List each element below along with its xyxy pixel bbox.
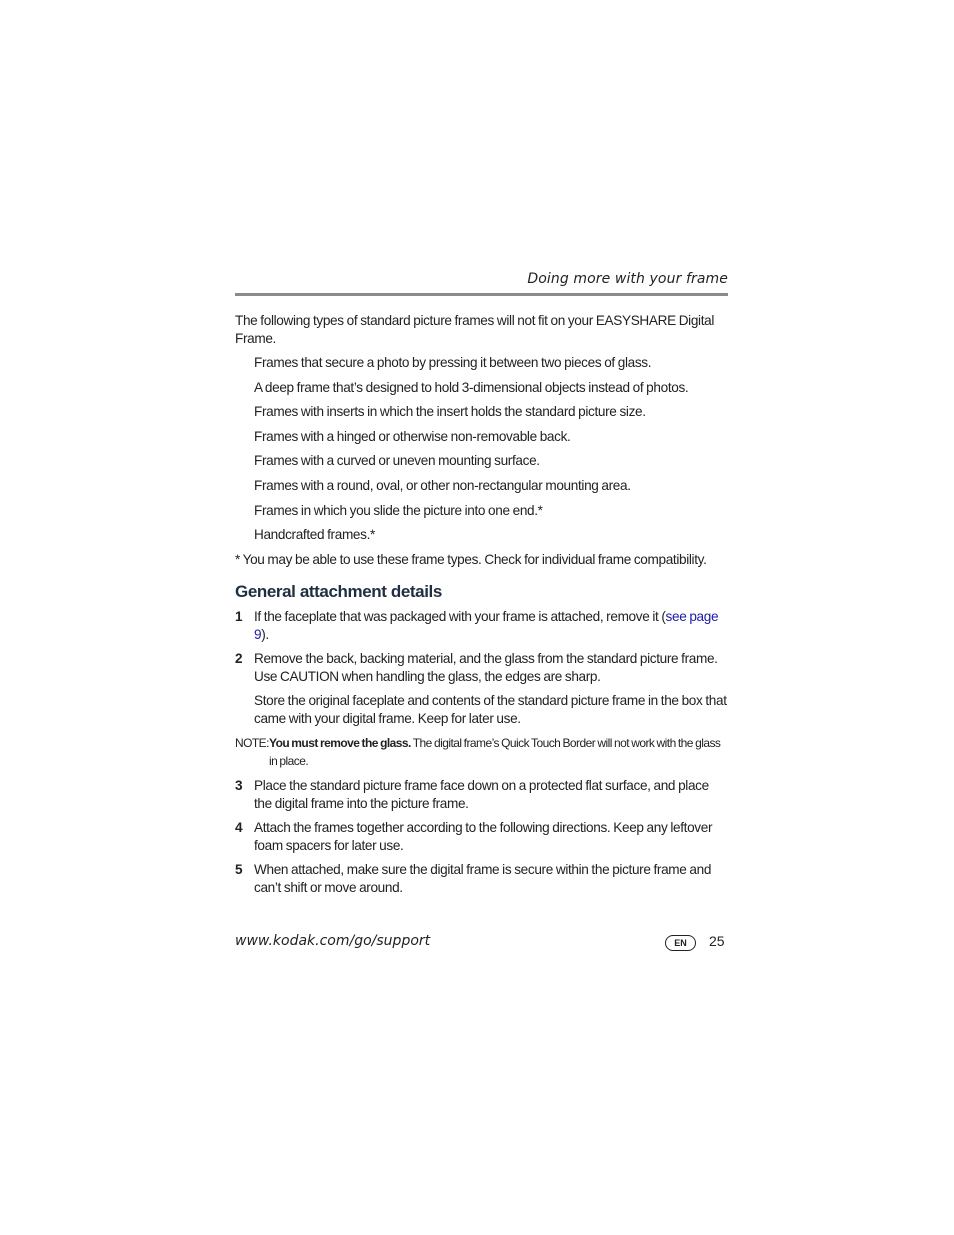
step-number: 1 <box>235 608 243 624</box>
list-item: Frames with a curved or uneven mounting surface. <box>254 453 540 469</box>
support-url-link[interactable]: www.kodak.com/go/support <box>235 933 431 949</box>
step-1-text-before: If the faceplate that was packaged with your frame is attached, remove it ( <box>254 608 666 624</box>
step-1 <box>235 608 728 644</box>
note-label: NOTE: <box>235 735 269 750</box>
list-item: A deep frame that’s designed to hold 3-dimensional objects instead of photos. <box>254 379 689 395</box>
step-number: 2 <box>235 650 243 666</box>
list-item: Frames with inserts in which the insert holds the standard picture size. <box>254 404 646 420</box>
running-head: Doing more with your frame <box>527 271 728 287</box>
step-number: 5 <box>235 861 243 877</box>
intro-paragraph: The following types of standard picture frames will not fit on your EASYSHARE Digital Frame. <box>235 313 715 346</box>
incompatible-frames-list <box>235 354 728 544</box>
page-number: 25 <box>709 933 725 949</box>
note-body <box>269 734 728 770</box>
list-item: Frames in which you slide the picture into one end.* <box>254 502 543 518</box>
step-text: Attach the frames together according to the following directions. Keep any leftover foam spacers for later use. <box>254 819 713 853</box>
list-item: Handcrafted frames.* <box>254 527 375 543</box>
step-1-text-after: ). <box>261 626 269 642</box>
step-number: 3 <box>235 777 243 793</box>
note-emphasis: You must remove the glass. <box>269 735 411 750</box>
step-text: Place the standard picture frame face down on a protected flat surface, and place the digital frame into the picture frame. <box>254 777 709 811</box>
page-content <box>235 268 728 903</box>
step-5 <box>235 861 728 897</box>
header-rule <box>235 293 728 296</box>
see-page-9-link[interactable]: see page 9 <box>254 608 719 642</box>
step-4 <box>235 819 728 855</box>
list-item: Frames with a hinged or otherwise non-removable back. <box>254 428 571 444</box>
step-2-subparagraph: Store the original faceplate and contents of the standard picture frame in the box that came with your digital frame. Keep for later use. <box>254 692 727 726</box>
footnote: * You may be able to use these frame types. Check for individual frame compatibility. <box>235 551 707 567</box>
step-number: 4 <box>235 819 243 835</box>
step-2 <box>235 650 728 686</box>
language-badge: EN <box>665 935 696 951</box>
note <box>235 734 728 770</box>
page-footer <box>235 930 728 956</box>
step-text <box>254 608 728 644</box>
list-item: Frames with a round, oval, or other non-rectangular mounting area. <box>254 477 631 493</box>
step-text: Remove the back, backing material, and the glass from the standard picture frame. Use CAUTION when handling the glass, the edges are sharp. <box>254 650 718 684</box>
list-item: Frames that secure a photo by pressing it between two pieces of glass. <box>254 355 652 370</box>
step-3 <box>235 777 728 813</box>
note-text: The digital frame’s Quick Touch Border will not work with the glass in place. <box>269 735 721 768</box>
step-text: When attached, make sure the digital frame is secure within the picture frame and can’t shift or move around. <box>254 861 712 895</box>
section-title: General attachment details <box>235 581 442 601</box>
